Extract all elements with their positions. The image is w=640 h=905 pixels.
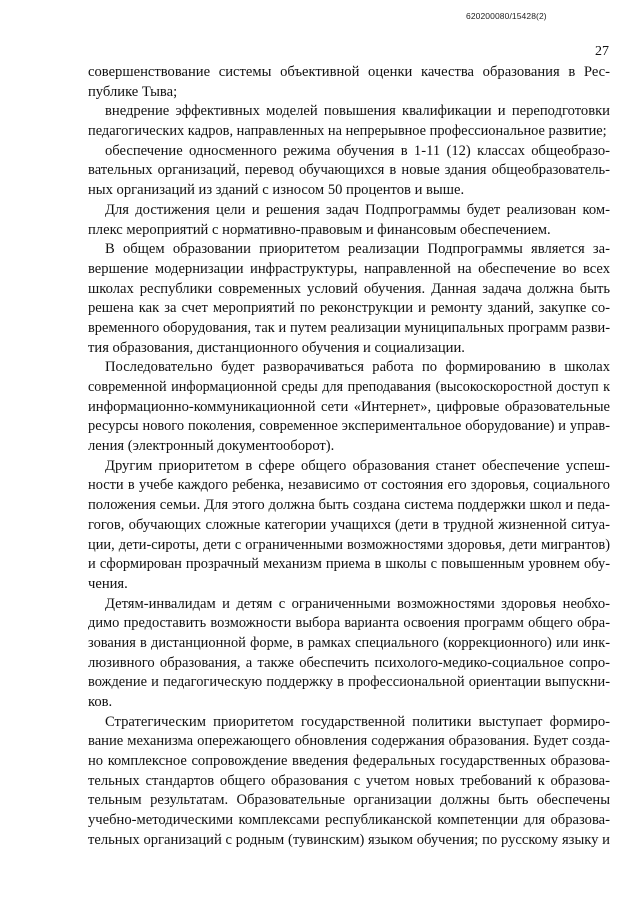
text-line: ления (электронный документооборот). (88, 438, 335, 455)
document-id: 620200080/15428(2) (466, 11, 547, 21)
text-line: димо предоставить возможности выбора варианта освоения программ общего обра- (88, 615, 610, 632)
text-line: ресурсы нового поколения, современное экспериментальное оборудование) и управ- (88, 418, 610, 435)
text-line: Стратегическим приоритетом государственной политики выступает формиро- (105, 713, 610, 730)
text-line: В общем образовании приоритетом реализации Подпрограммы является за- (105, 241, 610, 258)
text-line: учебно-методическими комплексами республиканской компетенции для образова- (88, 812, 610, 829)
text-line: педагогических кадров, направленных на непрерывное профессиональное развитие; (88, 123, 607, 140)
text-line: ции, дети-сироты, дети с ограниченными возможностями здоровья, дети мигрантов) (88, 536, 610, 553)
text-line: вание механизма опережающего обновления содержания образования. Будет созда- (88, 733, 610, 750)
text-line: Другим приоритетом в сфере общего образования станет обеспечение успеш- (105, 457, 610, 474)
text-line: тельных организаций с родным (тувинским) языком обучения; по русскому языку и (88, 831, 610, 848)
text-line: плекс мероприятий с нормативно-правовым и финансовым обеспечением. (88, 221, 551, 238)
text-line: ков. (88, 694, 113, 710)
text-line: совершенствование системы объективной оценки качества образования в Рес- (88, 64, 610, 80)
text-line: решена как за счет мероприятий по реконструкции и ремонту зданий, закупке со- (88, 300, 610, 317)
page-number: 27 (595, 44, 609, 59)
text-line: но комплексное сопровождение введения федеральных государственных образова- (88, 753, 610, 770)
text-line: ности в учебе каждого ребенка, независимо от состояния его здоровья, социального (88, 477, 610, 494)
text-line: Для достижения цели и решения задач Подпрограммы будет реализован ком- (105, 201, 610, 218)
text-line: гогов, обучающих сложные категории учащихся (дети в трудной жизненной ситуа- (88, 516, 610, 533)
text-line: вождение и педагогическую поддержку в профессиональной ориентации выпускни- (88, 674, 610, 691)
text-line: информационно-коммуникационной сети «Интернет», цифровые образовательные (88, 398, 610, 415)
text-line: внедрение эффективных моделей повышения квалификации и переподготовки (105, 103, 610, 120)
text-line: Последовательно будет разворачиваться работа по формированию в школах (105, 359, 610, 376)
text-line: вершение модернизации инфраструктуры, направленной на обеспечение во всех (88, 260, 610, 277)
text-line: люзивного образования, а также обеспечить психолого-медико-социальное сопро- (88, 654, 610, 671)
text-line: ных организаций из зданий с износом 50 процентов и выше. (88, 182, 465, 199)
text-line: зования в дистанционной форме, в рамках специального (коррекционного) или инк- (88, 634, 610, 651)
text-line: положения семьи. Для этого должна быть создана система поддержки школ и педа- (88, 497, 610, 514)
text-line: временного оборудования, так и путем реализации муниципальных программ разви- (88, 319, 610, 336)
text-line: и сформирован прозрачный механизм приема в школы с повышенным уровнем обу- (88, 556, 610, 573)
text-line: школах республики современных условий обучения. Данная задача должна быть (88, 280, 610, 297)
text-line: современной информационной среды для преподавания (высокоскоростной доступ к (88, 379, 610, 395)
text-line: тельных стандартов общего образования с учетом новых требований к образова- (88, 772, 610, 789)
text-line: публике Тыва; (88, 83, 178, 100)
text-line: тия образования, дистанционного обучения и социализации. (88, 339, 465, 356)
text-line: вательных организаций, перевод обучающихся в новые здания общеобразователь- (88, 162, 610, 179)
text-line: обеспечение односменного режима обучения в 1-11 (12) классах общеобразо- (105, 142, 610, 159)
text-line: тельным результатам. Образовательные организации должны быть обеспечены (88, 792, 610, 809)
body-text (88, 63, 610, 851)
text-line: чения. (88, 575, 128, 592)
text-line: Детям-инвалидам и детям с ограниченными возможностями здоровья необхо- (105, 595, 610, 612)
